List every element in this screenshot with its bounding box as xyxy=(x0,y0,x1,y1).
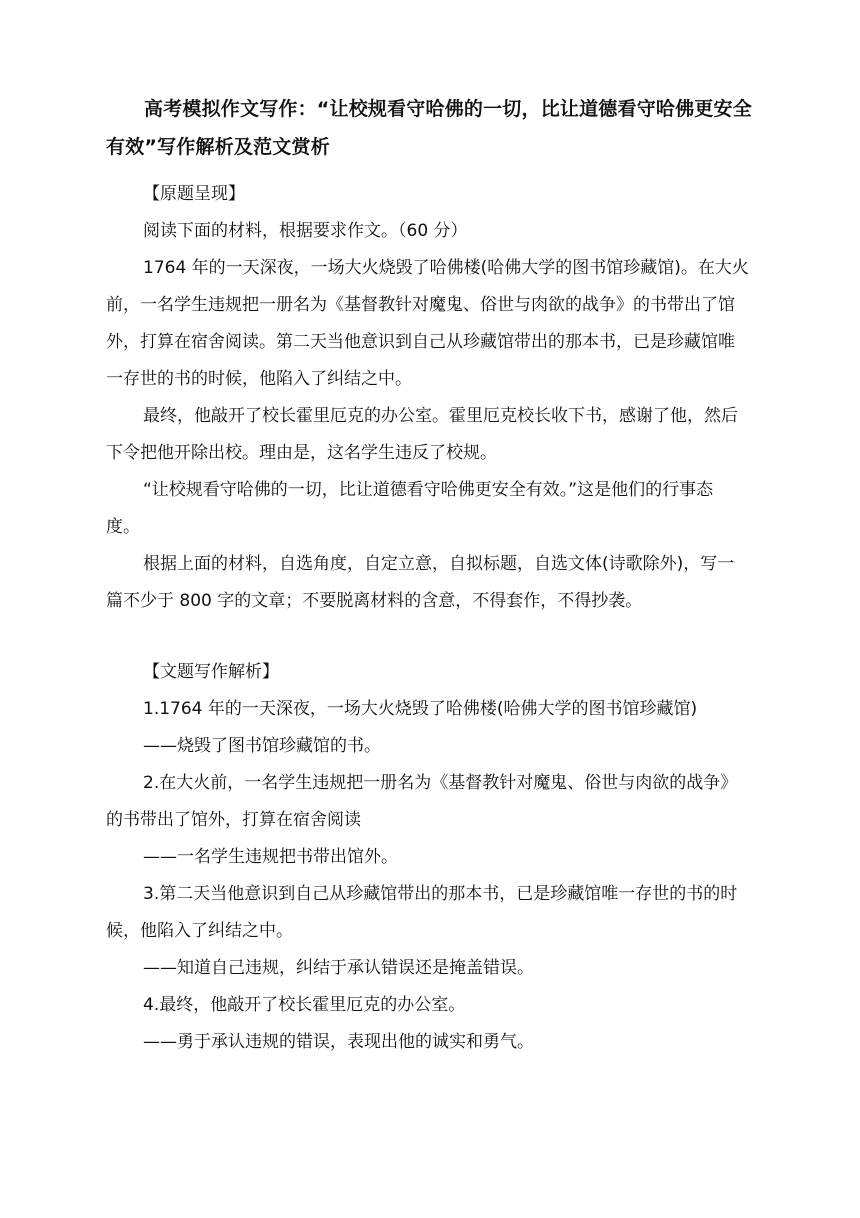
material-line: 一存世的书的时候，他陷入了纠结之中。 xyxy=(106,369,412,389)
analysis-line: ——知道自己违规，纠结于承认错误还是掩盖错误。 xyxy=(143,958,534,978)
analysis-line: ——一名学生违规把书带出馆外。 xyxy=(143,847,398,867)
material-line: 下令把他开除出校。理由是，这名学生违反了校规。 xyxy=(106,443,497,463)
analysis-line: 候，他陷入了纠结之中。 xyxy=(106,921,293,941)
material-line: 最终，他敲开了校长霍里厄克的办公室。霍里厄克校长收下书，感谢了他，然后 xyxy=(143,406,738,426)
material-line: 外，打算在宿舍阅读。第二天当他意识到自己从珍藏馆带出的那本书，已是珍藏馆唯 xyxy=(106,332,735,352)
analysis-line: ——勇于承认违规的错误，表现出他的诚实和勇气。 xyxy=(143,1032,534,1052)
analysis-line: 2.在大火前，一名学生违规把一册名为《基督教针对魔鬼、俗世与肉欲的战争》 xyxy=(143,773,738,793)
document-title: 高考模拟作文写作：“让校规看守哈佛的一切，比让道德看守哈佛更安全有效”写作解析及范文赏析 xyxy=(106,98,752,158)
section-heading-analysis: 【文题写作解析】 xyxy=(143,662,279,682)
material-line: 前，一名学生违规把一册名为《基督教针对魔鬼、俗世与肉欲的战争》的书带出了馆 xyxy=(106,295,735,315)
requirement-line: 篇不少于 800 字的文章；不要脱离材料的含意，不得套作，不得抄袭。 xyxy=(106,591,643,611)
analysis-line: 1.1764 年的一天深夜，一场大火烧毁了哈佛楼(哈佛大学的图书馆珍藏馆) xyxy=(143,699,698,719)
section-heading-original: 【原题呈现】 xyxy=(143,184,245,204)
analysis-line: 3.第二天当他意识到自己从珍藏馆带出的那本书，已是珍藏馆唯一存世的书的时 xyxy=(143,884,738,904)
instruction-text: 阅读下面的材料，根据要求作文。（60 分） xyxy=(143,221,468,241)
analysis-line: ——烧毁了图书馆珍藏馆的书。 xyxy=(143,736,381,756)
material-line: 1764 年的一天深夜，一场大火烧毁了哈佛楼(哈佛大学的图书馆珍藏馆)。在大火 xyxy=(143,258,749,278)
analysis-line: 的书带出了馆外，打算在宿舍阅读 xyxy=(106,810,361,830)
material-line: “让校规看守哈佛的一切，比让道德看守哈佛更安全有效。”这是他们的行事态 xyxy=(143,480,714,500)
requirement-line: 根据上面的材料，自选角度，自定立意，自拟标题，自选文体(诗歌除外)，写一 xyxy=(143,554,735,574)
material-line: 度。 xyxy=(106,517,140,537)
analysis-line: 4.最终，他敲开了校长霍里厄克的办公室。 xyxy=(143,995,466,1015)
